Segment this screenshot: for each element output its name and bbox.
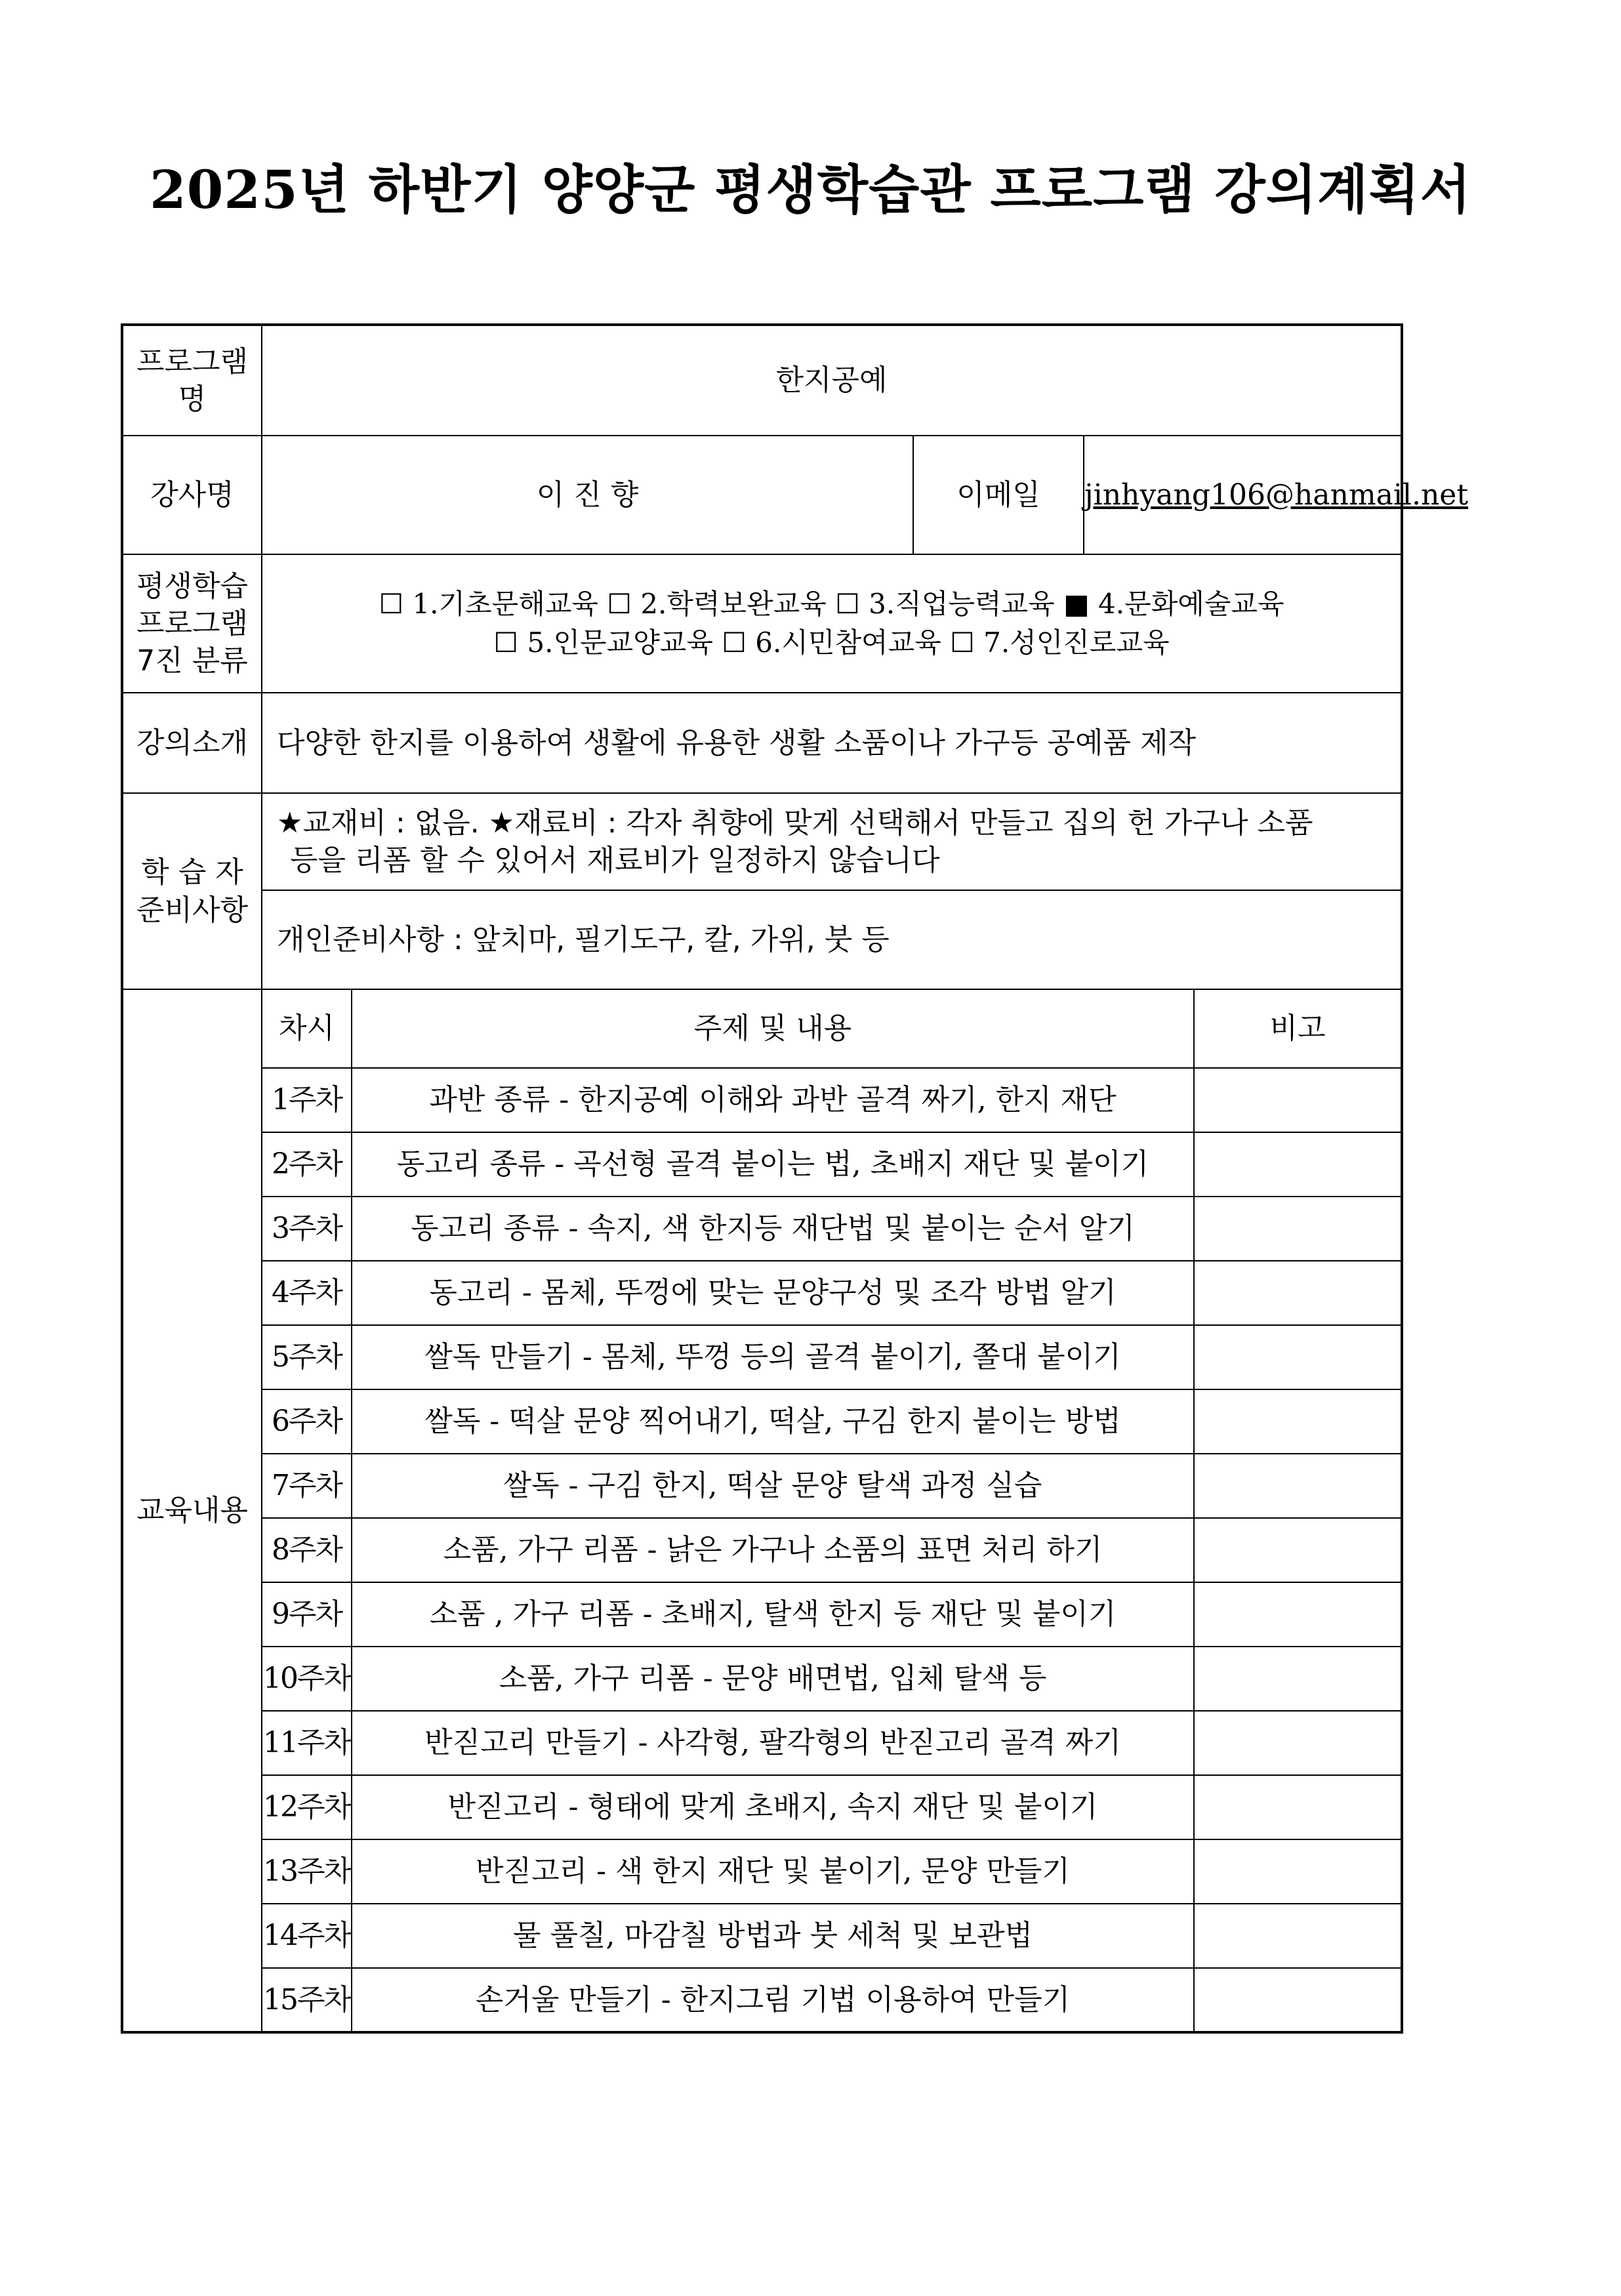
topic-cell: 물 풀칠, 마감칠 방법과 붓 세척 및 보관법 (352, 1904, 1194, 1968)
table-row (122, 1904, 1402, 1968)
week-cell: 10주차 (262, 1647, 352, 1711)
week-cell: 7주차 (262, 1454, 352, 1518)
table-row (122, 1389, 1402, 1454)
category-label-line3: 7진 분류 (136, 644, 248, 678)
prep-materials-line1: ★교재비 : 없음. ★재료비 : 각자 취향에 맞게 선택해서 만들고 집의 헌 가구나 소품 (277, 806, 1313, 840)
topic-cell: 쌀독 - 떡살 문양 찍어내기, 떡살, 구김 한지 붙이는 방법 (352, 1389, 1194, 1454)
topic-cell: 반짇고리 - 형태에 맞게 초배지, 속지 재단 및 붙이기 (352, 1775, 1194, 1839)
topic-cell: 소품, 가구 리폼 - 문양 배면법, 입체 탈색 등 (352, 1647, 1194, 1711)
email-cell (1084, 436, 1469, 554)
instructor-label: 강사명 (122, 436, 262, 554)
table-row (122, 1068, 1402, 1132)
note-cell (1194, 1261, 1402, 1325)
week-cell: 1주차 (262, 1068, 352, 1132)
table-row (122, 1132, 1402, 1197)
week-cell: 9주차 (262, 1582, 352, 1647)
note-cell (1194, 1904, 1402, 1968)
email-link[interactable]: jinhyang106@hanmail.net (1084, 478, 1469, 512)
topic-cell: 동고리 - 몸체, 뚜껑에 맞는 문양구성 및 조각 방법 알기 (352, 1261, 1194, 1325)
topic-cell: 동고리 종류 - 곡선형 골격 붙이는 법, 초배지 재단 및 붙이기 (352, 1132, 1194, 1197)
table-row (122, 1711, 1402, 1775)
header-session: 차시 (262, 989, 352, 1068)
table-row (122, 1839, 1402, 1904)
note-cell (1194, 1197, 1402, 1261)
week-cell: 11주차 (262, 1711, 352, 1775)
email-label: 이메일 (913, 436, 1084, 554)
prep-personal: 개인준비사항 : 앞치마, 필기도구, 칼, 가위, 붓 등 (262, 890, 1402, 989)
week-cell: 6주차 (262, 1389, 352, 1454)
topic-cell: 반짇고리 - 색 한지 재단 및 붙이기, 문양 만들기 (352, 1839, 1194, 1904)
prep-label (122, 793, 262, 989)
week-cell: 15주차 (262, 1968, 352, 2032)
table-row (122, 1261, 1402, 1325)
category-options-line2: ☐ 5.인문교양교육 ☐ 6.시민참여교육 ☐ 7.성인진로교육 (493, 626, 1170, 659)
note-cell (1194, 1968, 1402, 2032)
note-cell (1194, 1068, 1402, 1132)
topic-cell: 쌀독 - 구김 한지, 떡살 문양 탈색 과정 실습 (352, 1454, 1194, 1518)
header-topic: 주제 및 내용 (352, 989, 1194, 1068)
curriculum-label: 교육내용 (122, 989, 262, 2032)
note-cell (1194, 1839, 1402, 1904)
topic-cell: 반짇고리 만들기 - 사각형, 팔각형의 반짇고리 골격 짜기 (352, 1711, 1194, 1775)
note-cell (1194, 1518, 1402, 1582)
note-cell (1194, 1775, 1402, 1839)
topic-cell: 소품, 가구 리폼 - 낡은 가구나 소품의 표면 처리 하기 (352, 1518, 1194, 1582)
week-cell: 2주차 (262, 1132, 352, 1197)
table-row (122, 1968, 1402, 2032)
category-label-line2: 프로그램 (136, 606, 248, 640)
category-row (122, 554, 1402, 693)
prep-materials-row (122, 793, 1402, 890)
topic-cell: 쌀독 만들기 - 몸체, 뚜껑 등의 골격 붙이기, 쫄대 붙이기 (352, 1325, 1194, 1389)
intro-value: 다양한 한지를 이용하여 생활에 유용한 생활 소품이나 가구등 공예품 제작 (262, 693, 1402, 793)
prep-personal-row (122, 890, 1402, 989)
topic-cell: 소품 , 가구 리폼 - 초배지, 탈색 한지 등 재단 및 붙이기 (352, 1582, 1194, 1647)
instructor-value (262, 436, 913, 554)
week-cell: 5주차 (262, 1325, 352, 1389)
table-row (122, 1197, 1402, 1261)
prep-label-line1: 학 습 자 (141, 855, 243, 890)
intro-label: 강의소개 (122, 693, 262, 793)
page-title: 2025년 하반기 양양군 평생학습관 프로그램 강의계획서 (150, 159, 1471, 220)
program-label: 프로그램명 (122, 325, 262, 436)
prep-materials (262, 793, 1402, 890)
table-row (122, 1647, 1402, 1711)
week-cell: 14주차 (262, 1904, 352, 1968)
table-row (122, 1454, 1402, 1518)
note-cell (1194, 1454, 1402, 1518)
topic-cell: 과반 종류 - 한지공예 이해와 과반 골격 짜기, 한지 재단 (352, 1068, 1194, 1132)
prep-materials-line2: 등을 리폼 할 수 있어서 재료비가 일정하지 않습니다 (290, 844, 940, 877)
week-cell: 8주차 (262, 1518, 352, 1582)
note-cell (1194, 1647, 1402, 1711)
topic-cell: 동고리 종류 - 속지, 색 한지등 재단법 및 붙이는 순서 알기 (352, 1197, 1194, 1261)
week-cell: 13주차 (262, 1839, 352, 1904)
program-value: 한지공예 (262, 325, 1402, 436)
category-options-line1: ☐ 1.기초문해교육 ☐ 2.학력보완교육 ☐ 3.직업능력교육 ■ 4.문화예술교육 (379, 587, 1284, 620)
instructor-row (122, 436, 1402, 554)
note-cell (1194, 1325, 1402, 1389)
program-row (122, 325, 1402, 436)
note-cell (1194, 1132, 1402, 1197)
prep-label-line2: 준비사항 (136, 893, 248, 927)
category-label (122, 554, 262, 693)
curriculum-header-row (122, 989, 1402, 1068)
week-cell: 12주차 (262, 1775, 352, 1839)
note-cell (1194, 1389, 1402, 1454)
table-row (122, 1582, 1402, 1647)
category-label-line1: 평생학습 (136, 569, 248, 603)
category-options (262, 554, 1402, 693)
intro-row (122, 693, 1402, 793)
week-cell: 3주차 (262, 1197, 352, 1261)
topic-cell: 손거울 만들기 - 한지그림 기법 이용하여 만들기 (352, 1968, 1194, 2032)
table-row (122, 1518, 1402, 1582)
header-note: 비고 (1194, 989, 1402, 1068)
table-row (122, 1775, 1402, 1839)
note-cell (1194, 1711, 1402, 1775)
lecture-plan-table (121, 323, 1469, 2034)
instructor-name: 이 진 향 (536, 478, 639, 512)
table-row (122, 1325, 1402, 1389)
week-cell: 4주차 (262, 1261, 352, 1325)
note-cell (1194, 1582, 1402, 1647)
